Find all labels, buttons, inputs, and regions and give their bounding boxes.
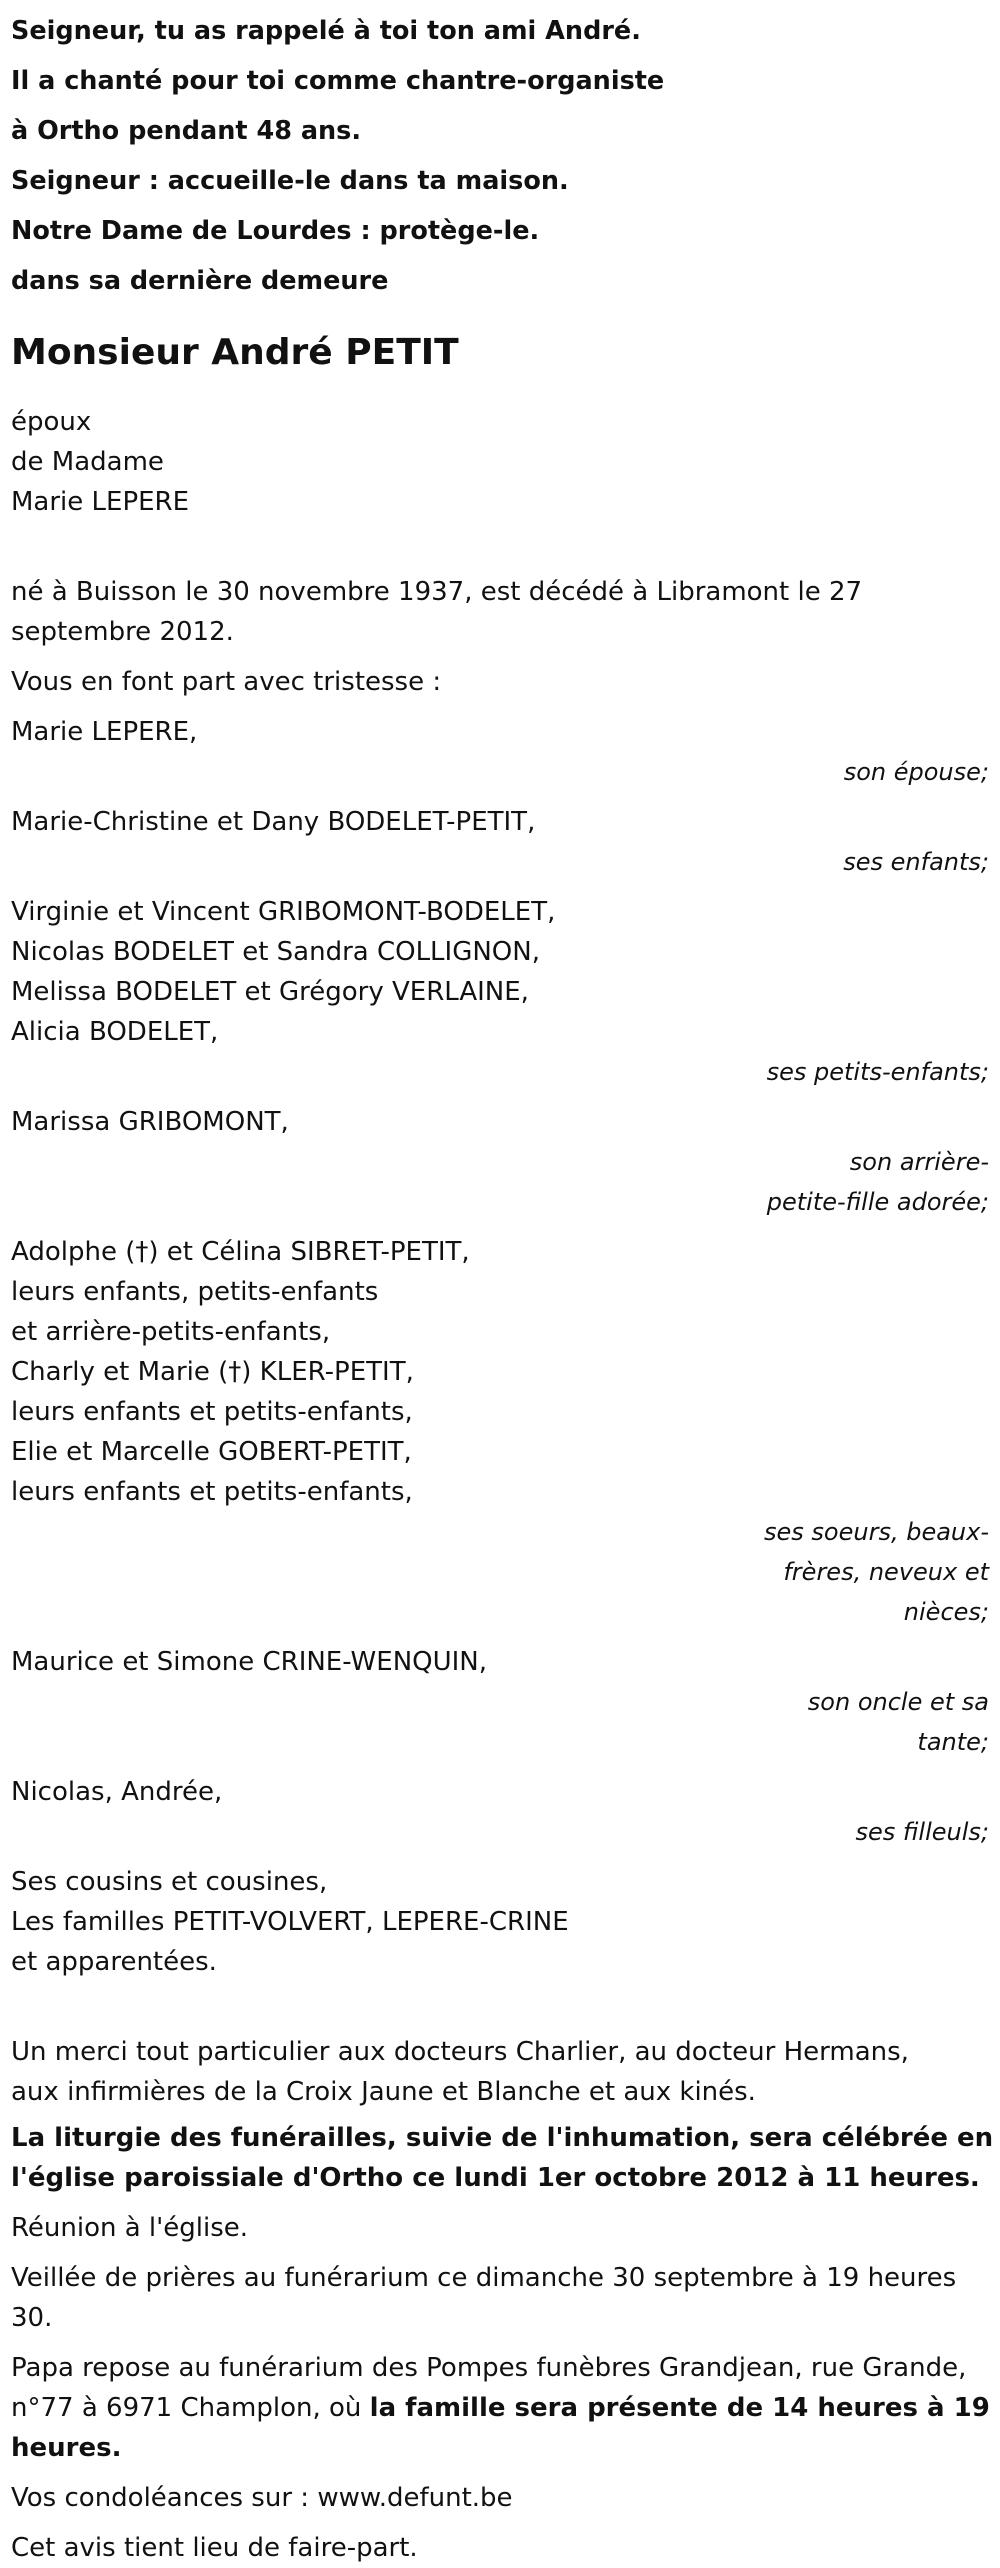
liturgy <box>11 2118 994 2198</box>
birth-death <box>11 572 989 652</box>
family-role <box>11 752 989 792</box>
family-group <box>11 1642 989 1762</box>
liturgy-line: La liturgie des funérailles, suivie de l'inhumation, sera célébrée en <box>11 2123 994 2153</box>
birth-death-line: septembre 2012. <box>11 617 234 647</box>
poem-line: Il a chanté pour toi comme chantre-organiste <box>11 66 665 96</box>
family-name: Marissa GRIBOMONT, <box>11 1107 289 1137</box>
family-name: Nicolas BODELET et Sandra COLLIGNON, <box>11 937 540 967</box>
family-group <box>11 802 989 882</box>
family-role-line: son arrière- <box>849 1148 989 1176</box>
family-role <box>11 1682 989 1762</box>
family-name: leurs enfants et petits-enfants, <box>11 1397 413 1427</box>
rest-info <box>11 2348 989 2468</box>
family-role <box>11 1812 989 1852</box>
family-name: Adolphe (†) et Célina SIBRET-PETIT, <box>11 1237 470 1267</box>
poem <box>11 0 989 306</box>
family-name: leurs enfants et petits-enfants, <box>11 1477 413 1507</box>
poem-line: dans sa dernière demeure <box>11 266 389 296</box>
thanks-line: Un merci tout particulier aux docteurs Charlier, au docteur Hermans, <box>11 2037 909 2067</box>
family-role-line: tante; <box>917 1728 989 1756</box>
thanks-line: aux infirmières de la Croix Jaune et Blanche et aux kinés. <box>11 2077 756 2107</box>
family-role-line: son épouse; <box>843 758 989 786</box>
family-name: Maurice et Simone CRINE-WENQUIN, <box>11 1647 488 1677</box>
family-role-line: petite-fille adorée; <box>766 1188 989 1216</box>
deceased-name: Monsieur André PETIT <box>11 332 459 373</box>
family-name: Marie-Christine et Dany BODELET-PETIT, <box>11 807 536 837</box>
rest-line-bold: la famille sera présente de 14 heures à 19 <box>369 2393 990 2423</box>
poem-line: à Ortho pendant 48 ans. <box>11 116 362 146</box>
family-role <box>11 1142 989 1222</box>
spouse-line: Marie LEPERE <box>11 487 190 517</box>
family-name: Alicia BODELET, <box>11 1017 219 1047</box>
spouse-line: de Madame <box>11 447 164 477</box>
vigil-line: 30. <box>11 2303 53 2333</box>
family-role-line: ses soeurs, beaux- <box>764 1518 989 1546</box>
family-name: Virginie et Vincent GRIBOMONT-BODELET, <box>11 897 556 927</box>
rest-line-plain: n°77 à 6971 Champlon, où <box>11 2393 370 2423</box>
family-group <box>11 712 989 792</box>
family-name: et arrière-petits-enfants, <box>11 1317 331 1347</box>
family-role-line: ses petits-enfants; <box>766 1058 989 1086</box>
reunion-text: Réunion à l'église. <box>11 2213 249 2243</box>
family-name: Nicolas, Andrée, <box>11 1777 223 1807</box>
cousins-line: Ses cousins et cousines, <box>11 1867 328 1897</box>
family-role <box>11 1512 989 1632</box>
rest-line: Papa repose au funérarium des Pompes funèbres Grandjean, rue Grande, <box>11 2353 967 2383</box>
condolences-text: Vos condoléances sur : www.defunt.be <box>11 2483 513 2513</box>
cousins-line: Les familles PETIT-VOLVERT, LEPERE-CRINE <box>11 1907 569 1937</box>
family-role <box>11 842 989 882</box>
family-role-line: son oncle et sa <box>807 1688 989 1716</box>
vigil-line: Veillée de prières au funérarium ce dimanche 30 septembre à 19 heures <box>11 2263 957 2293</box>
rest-line <box>11 2388 989 2428</box>
announce-text: Vous en font part avec tristesse : <box>11 667 442 697</box>
family-group <box>11 1772 989 1852</box>
vigil <box>11 2258 989 2338</box>
family-role-line: frères, neveux et <box>783 1558 989 1586</box>
family-role <box>11 1052 989 1092</box>
cousins-line: et apparentées. <box>11 1947 217 1977</box>
family-group <box>11 1102 989 1222</box>
family-name: leurs enfants, petits-enfants <box>11 1277 379 1307</box>
poem-line: Notre Dame de Lourdes : protège-le. <box>11 216 540 246</box>
family-role-line: ses enfants; <box>843 848 989 876</box>
liturgy-line: l'église paroissiale d'Ortho ce lundi 1er octobre 2012 à 11 heures. <box>11 2163 980 2193</box>
thanks <box>11 2032 989 2112</box>
spouse-info <box>11 402 989 522</box>
family-role-line: nièces; <box>903 1598 989 1626</box>
family-group <box>11 1232 989 1632</box>
family-name: Melissa BODELET et Grégory VERLAINE, <box>11 977 529 1007</box>
family-name: Charly et Marie (†) KLER-PETIT, <box>11 1357 414 1387</box>
rest-line: heures. <box>11 2433 122 2463</box>
birth-death-line: né à Buisson le 30 novembre 1937, est décédé à Libramont le 27 <box>11 577 863 607</box>
family-group <box>11 892 989 1092</box>
poem-line: Seigneur, tu as rappelé à toi ton ami André. <box>11 16 641 46</box>
poem-line: Seigneur : accueille-le dans ta maison. <box>11 166 569 196</box>
family-name: Marie LEPERE, <box>11 717 198 747</box>
closing-text: Cet avis tient lieu de faire-part. <box>11 2533 418 2563</box>
spouse-line: époux <box>11 407 92 437</box>
family-role-line: ses filleuls; <box>855 1818 989 1846</box>
cousins <box>11 1862 989 1982</box>
family-name: Elie et Marcelle GOBERT-PETIT, <box>11 1437 412 1467</box>
